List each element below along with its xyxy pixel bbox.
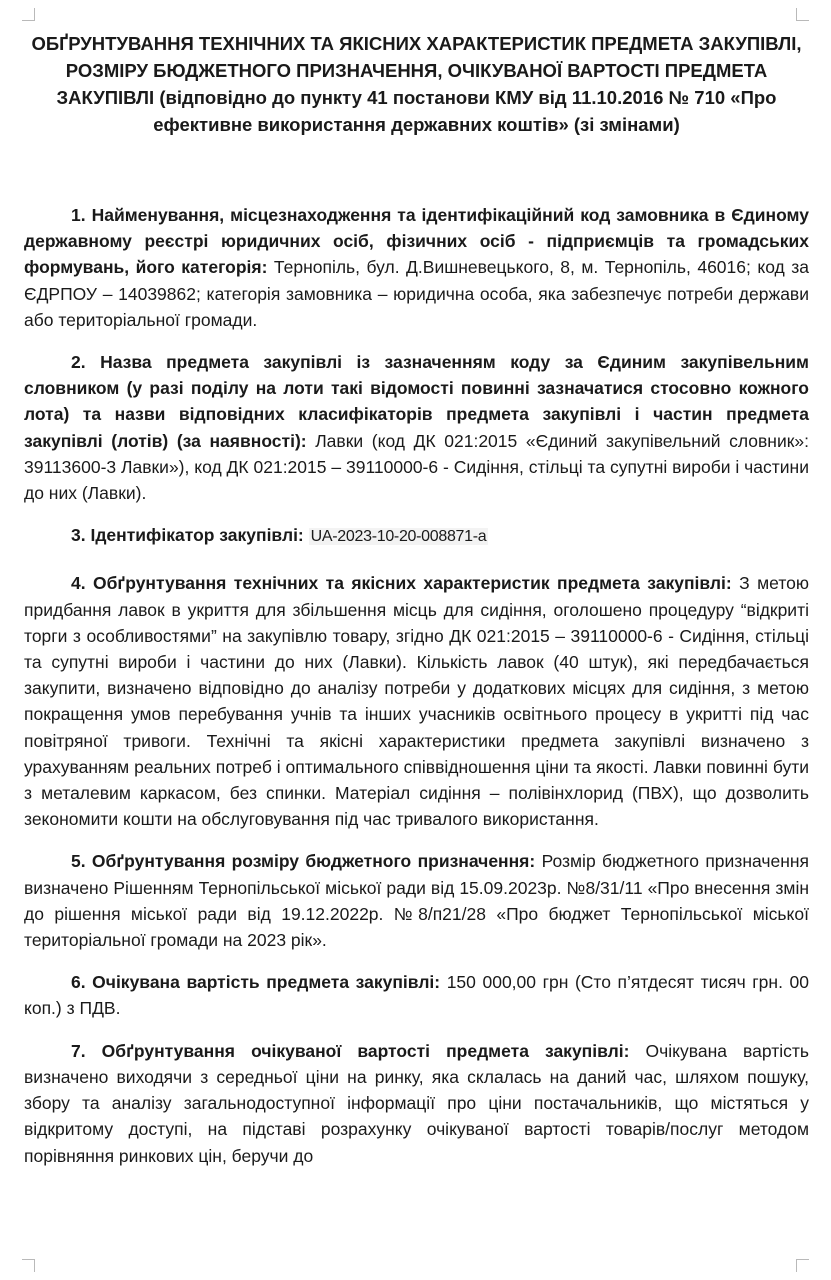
section-3 <box>24 522 809 550</box>
document-body <box>24 202 809 1169</box>
page-corner-mark <box>22 8 35 21</box>
page-corner-mark <box>796 1259 809 1272</box>
section-heading: 6. Очікувана вартість предмета закупівлі: <box>71 972 441 993</box>
section-2 <box>24 349 809 506</box>
section-4 <box>24 570 809 832</box>
section-heading: 4. Обґрунтування технічних та якісних характеристик предмета закупівлі: <box>71 573 732 594</box>
section-7 <box>24 1038 809 1169</box>
section-heading: 3. Ідентифікатор закупівлі: <box>71 525 304 546</box>
section-1 <box>24 202 809 333</box>
section-heading: 2. Назва предмета закупівлі із зазначенням коду за Єдиним закупівельним словником (у разі поділу на лоти такі відомості повинні зазначатися стосовно кожного лота) та назви відповідних класифікаторів предмета закупівлі і частин предмета закупівлі (лотів) (за наявності): <box>24 352 809 451</box>
section-text: Очікувана вартість визначено виходячи з середньої ціни на ринку, яка склалась на даний час, шляхом пошуку, збору та аналізу загальнодоступної інформації про ціни постачальників, що містяться у відкритому доступі, на підставі розрахунку очікуваної вартості товарів/послуг методом порівняння ринкових цін, беручи до <box>24 1040 809 1166</box>
section-text: Розмір бюджетного призначення визначено Рішенням Тернопільської міської ради від 15.09.2023р. №8/31/11 «Про внесення змін до рішення міської ради від 19.12.2022р. №8/п21/28 «Про бюджет Тернопільської міської територіальної громади на 2023 рік». <box>24 851 809 951</box>
document-page <box>24 30 809 1185</box>
section-6 <box>24 969 809 1021</box>
section-heading: 5. Обґрунтування розміру бюджетного призначення: <box>71 851 536 872</box>
section-heading: 1. Найменування, місцезнаходження та ідентифікаційний код замовника в Єдиному державному реєстрі юридичних осіб, фізичних осіб - підприємців та громадських формувань, його категорія: <box>24 205 809 278</box>
page-corner-mark <box>22 1259 35 1272</box>
section-text: Лавки (код ДК 021:2015 «Єдиний закупівельний словник»: 39113600-3 Лавки»), код ДК 021:2015 – 39110000-6 - Сидіння, стільці та супутні вироби і частини до них (Лавки). <box>24 430 809 504</box>
page-corner-mark <box>796 8 809 21</box>
procurement-id: UA-2023-10-20-008871-a <box>310 528 487 546</box>
section-text: З метою придбання лавок в укриття для збільшення місць для сидіння, оголошено процедуру “відкриті торги з особливостями” на закупівлю товару, згідно ДК 021:2015 – 39110000-6 - Сидіння, стільці та супутні вироби і частини до них (Лавки). Кількість лавок (40 штук), які передбачається закупити, визначено відповідно до аналізу потреби у додаткових місцях для сидіння, з метою покращення умов перебування учнів та інших учасників освітнього процесу в укритті під час повітряної тривоги. Технічні та якісні характеристики предмета закупівлі визначено з урахуванням реальних потреб і оптимального співвідношення ціни та якості. Лавки повинні бути з металевим каркасом, без спинки. Матеріал сидіння – полівінхлорид (ПВХ), що дозволить зекономити кошти на обслуговування під час тривалого використання. <box>24 573 810 830</box>
section-heading: 7. Обґрунтування очікуваної вартості предмета закупівлі: <box>71 1040 630 1061</box>
section-text: Тернопіль, бул. Д.Вишневецького, 8, м. Тернопіль, 46016; код за ЄДРПОУ – 14039862; категорія замовника – юридична особа, яка забезпечує потреби держави або територіальної громади. <box>24 257 809 330</box>
section-text: 150 000,00 грн (Сто п’ятдесят тисяч грн. 00 коп.) з ПДВ. <box>24 972 809 1019</box>
section-5 <box>24 848 809 953</box>
document-title: ОБҐРУНТУВАННЯ ТЕХНІЧНИХ ТА ЯКІСНИХ ХАРАКТЕРИСТИК ПРЕДМЕТА ЗАКУПІВЛІ, РОЗМІРУ БЮДЖЕТНОГО ПРИЗНАЧЕННЯ, ОЧІКУВАНОЇ ВАРТОСТІ ПРЕДМЕТА ЗАКУПІВЛІ (відповідно до пункту 41 постанови КМУ від 11.10.2016 № 710 «Про ефективне використання державних коштів» (зі змінами) <box>31 33 802 135</box>
